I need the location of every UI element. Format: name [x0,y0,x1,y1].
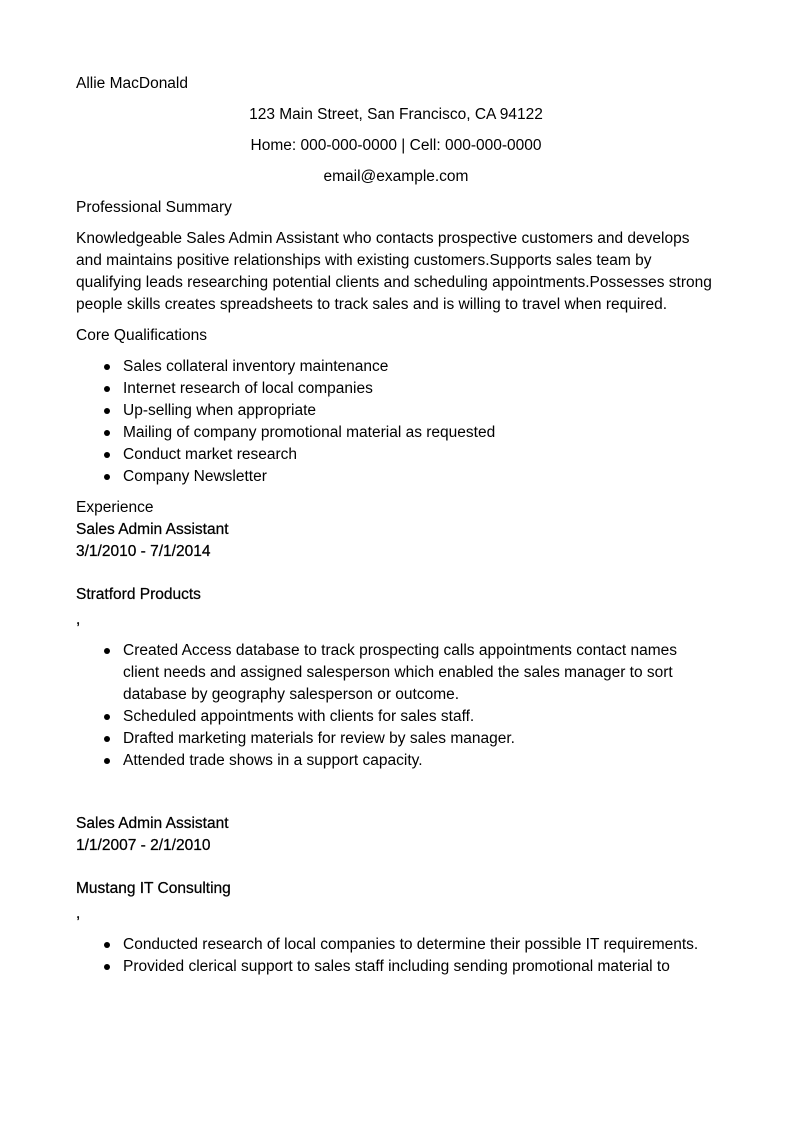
address: 123 Main Street, San Francisco, CA 94122 [249,106,543,123]
summary-heading: Professional Summary [76,199,232,216]
job-entry [76,519,716,772]
job-title: Sales Admin Assistant [76,815,229,832]
list-item: Sales collateral inventory maintenance [123,356,716,378]
candidate-name: Allie MacDonald [76,75,188,92]
job-dates: 3/1/2010 - 7/1/2014 [76,543,211,560]
qualifications-heading: Core Qualifications [76,327,207,344]
company-location: , [76,905,81,922]
resume-page [76,73,716,978]
list-item: Conducted research of local companies to determine their possible IT requirements. [123,934,716,956]
list-item: Mailing of company promotional material as requested [123,422,716,444]
list-item: Provided clerical support to sales staff including sending promotional material to [123,956,716,978]
company-name: Mustang IT Consulting [76,880,231,897]
job-title: Sales Admin Assistant [76,521,229,538]
job-duties-list [76,934,716,978]
job-duties-list [76,640,716,772]
job-dates: 1/1/2007 - 2/1/2010 [76,837,211,854]
list-item: Conduct market research [123,444,716,466]
phone-numbers: Home: 000-000-0000 | Cell: 000-000-0000 [250,137,542,154]
list-item: Up-selling when appropriate [123,400,716,422]
company-location: , [76,611,81,628]
list-item: Created Access database to track prospecting calls appointments contact names client needs and assigned salesperson which enabled the sales manager to sort database by geography salesperson or outcome. [123,640,716,706]
qualifications-list [76,356,716,488]
company-name: Stratford Products [76,586,201,603]
email-address: email@example.com [323,168,469,185]
list-item: Internet research of local companies [123,378,716,400]
list-item: Company Newsletter [123,466,716,488]
job-entry [76,813,716,978]
list-item: Drafted marketing materials for review by sales manager. [123,728,716,750]
list-item: Scheduled appointments with clients for sales staff. [123,706,716,728]
list-item: Attended trade shows in a support capacity. [123,750,716,772]
summary-text: Knowledgeable Sales Admin Assistant who contacts prospective customers and develops and maintains positive relationships with existing customers.Supports sales team by qualifying leads researching potential clients and scheduling appointments.Possesses strong people skills creates spreadsheets to track sales and is willing to travel when required. [76,230,712,313]
experience-heading: Experience [76,499,154,516]
